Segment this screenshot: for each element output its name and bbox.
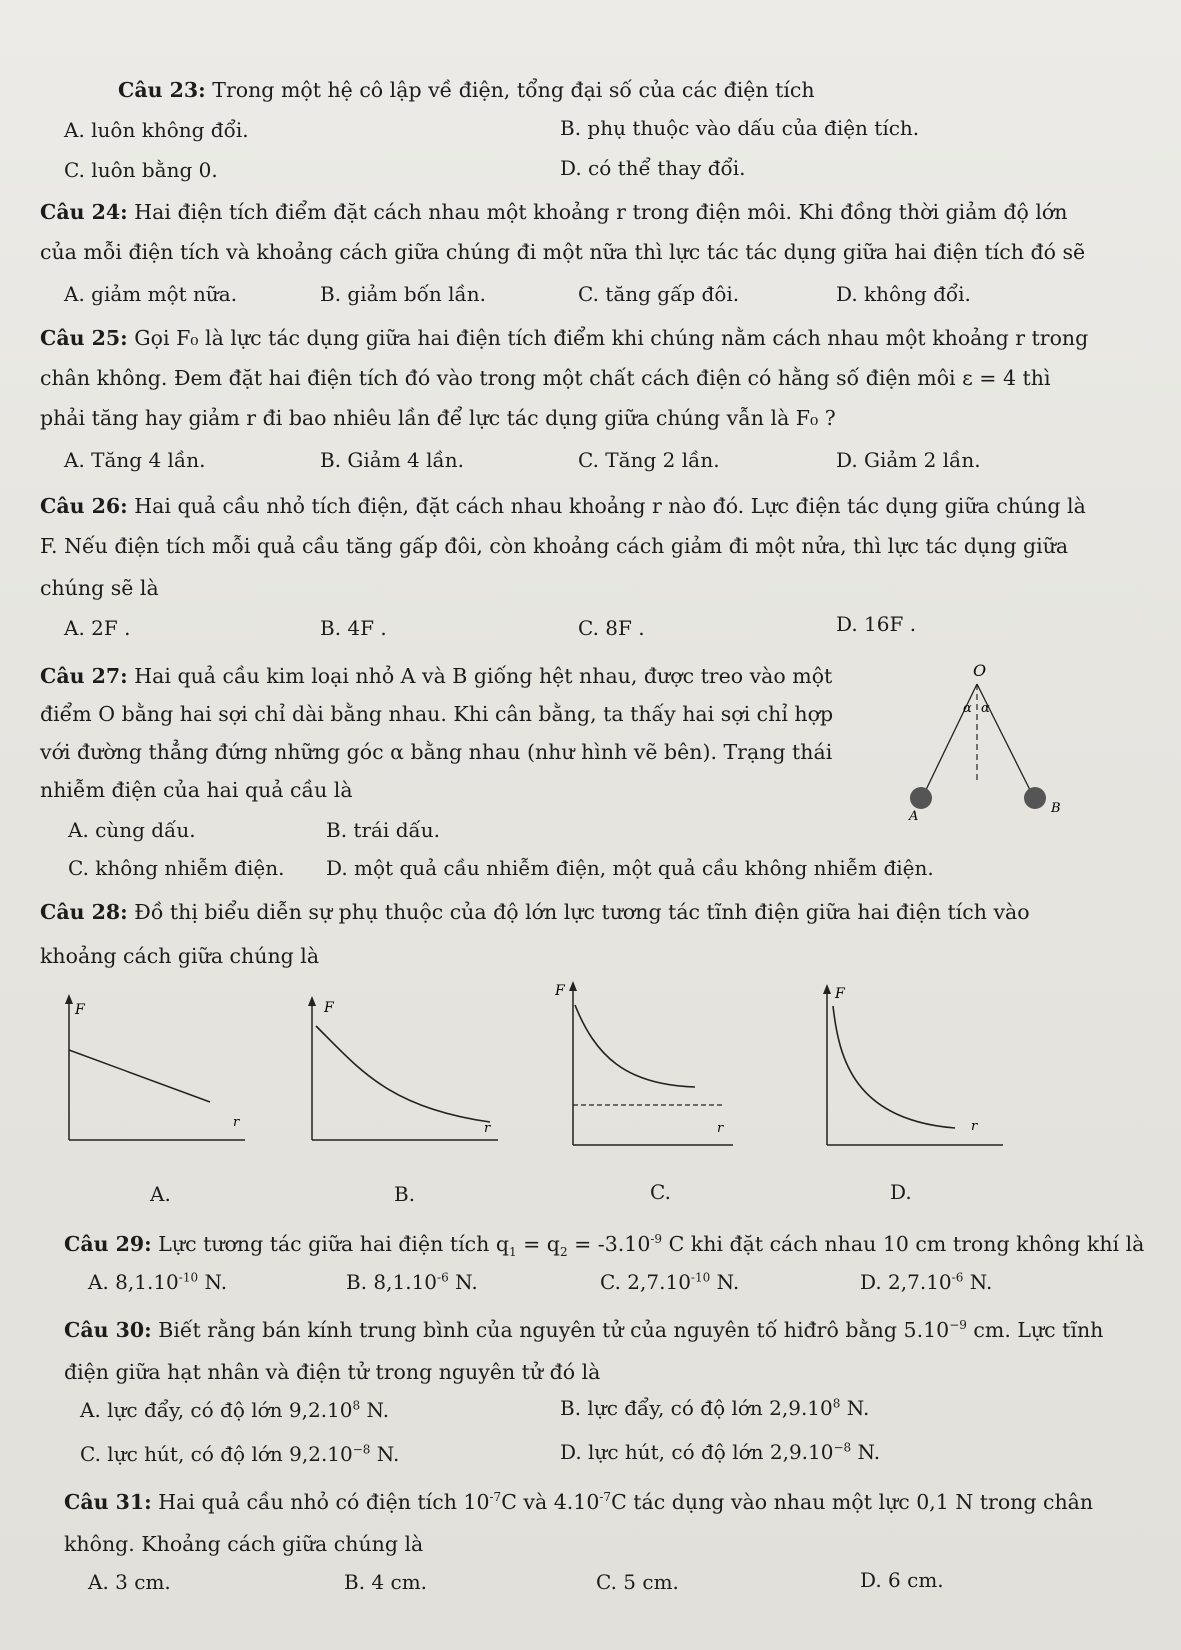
q25-option-d[interactable]: D. Giảm 2 lần. <box>836 448 981 472</box>
q28-graph-c-f-label: F <box>555 983 565 999</box>
q27-option-d[interactable]: D. một quả cầu nhiễm điện, một quả cầu không nhiễm điện. <box>326 856 934 880</box>
q27-alpha-right: α <box>981 701 990 716</box>
q26-stem-line1: Câu 26: Hai quả cầu nhỏ tích điện, đặt cách nhau khoảng r nào đó. Lực điện tác dụng giữa chúng là <box>40 494 1086 518</box>
q31-number: Câu 31: <box>64 1490 152 1514</box>
q25-number: Câu 25: <box>40 326 128 350</box>
q28-graph-a-f-label: F <box>75 1002 85 1018</box>
q28-graph-c-r-label: r <box>717 1121 724 1136</box>
q28-graph-c-y-arrow <box>569 981 577 991</box>
q27-sphere-a-label: A <box>909 809 919 820</box>
q24-option-a[interactable]: A. giảm một nữa. <box>64 282 238 306</box>
q27-stem-line1: Câu 27: Hai quả cầu kim loại nhỏ A và B giống hệt nhau, được treo vào một <box>40 664 833 688</box>
q28-option-c[interactable]: C. <box>650 1180 671 1204</box>
q28-option-b[interactable]: B. <box>394 1182 416 1206</box>
q31-option-a[interactable]: A. 3 cm. <box>88 1570 171 1594</box>
q28-graph-a <box>55 990 245 1150</box>
q23-stem: Câu 23: Trong một hệ cô lập về điện, tổng đại số của các điện tích <box>118 78 815 102</box>
q27-stem-line3: với đường thẳng đứng những góc α bằng nhau (như hình vẽ bên). Trạng thái <box>40 740 833 764</box>
q24-option-c[interactable]: C. tăng gấp đôi. <box>578 282 740 306</box>
q27-number: Câu 27: <box>40 664 128 688</box>
q29-number: Câu 29: <box>64 1232 152 1256</box>
q27-point-o-label: O <box>973 661 987 680</box>
q27-sphere-a <box>910 787 932 809</box>
q28-graph-d-y-arrow <box>823 984 831 994</box>
q31-option-c[interactable]: C. 5 cm. <box>596 1570 679 1594</box>
q28-graph-b-y-arrow <box>308 996 316 1006</box>
q25-stem-line2: chân không. Đem đặt hai điện tích đó vào trong một chất cách điện có hằng số điện môi ε = 4 thì <box>40 366 1051 390</box>
q23-number: Câu 23: <box>118 78 206 102</box>
q28-stem-line2: khoảng cách giữa chúng là <box>40 944 320 968</box>
q28-graph-d-curve <box>833 1006 955 1128</box>
q29-option-d[interactable]: D. $2,7.10^{-6}$ N. <box>860 1270 993 1294</box>
q28-graph-b <box>300 990 500 1150</box>
q31-option-b[interactable]: B. 4 cm. <box>344 1570 428 1594</box>
q28-graph-d-r-label: r <box>971 1119 978 1134</box>
q27-stem-line4: nhiễm điện của hai quả cầu là <box>40 778 353 802</box>
q27-option-c[interactable]: C. không nhiễm điện. <box>68 856 285 880</box>
q27-option-b[interactable]: B. trái dấu. <box>326 818 440 842</box>
q27-stem-line2: điểm O bằng hai sợi chỉ dài bằng nhau. Khi cân bằng, ta thấy hai sợi chỉ hợp <box>40 702 834 726</box>
q30-option-b[interactable]: B. lực đẩy, có độ lớn 2,9.10$^8$ N. <box>560 1396 870 1420</box>
q28-graph-c <box>555 975 735 1150</box>
q30-number: Câu 30: <box>64 1318 152 1342</box>
q25-stem-line3: phải tăng hay giảm r đi bao nhiêu lần để lực tác dụng giữa chúng vẫn là F₀ ? <box>40 406 836 430</box>
q31-option-d[interactable]: D. 6 cm. <box>860 1568 944 1592</box>
q28-graph-b-f-label: F <box>324 1000 334 1016</box>
q26-stem-line2: F. Nếu điện tích mỗi quả cầu tăng gấp đôi, còn khoảng cách giảm đi một nửa, thì lực tác dụng giữa <box>40 534 1069 558</box>
q27-sphere-b <box>1024 787 1046 809</box>
q27-option-a[interactable]: A. cùng dấu. <box>68 818 196 842</box>
q28-graph-b-r-label: r <box>484 1121 491 1136</box>
q23-option-a[interactable]: A. luôn không đổi. <box>64 118 249 142</box>
q26-number: Câu 26: <box>40 494 128 518</box>
q26-option-b[interactable]: B. 4F . <box>320 616 387 640</box>
q28-graph-a-r-label: r <box>233 1115 240 1130</box>
q26-stem-line3: chúng sẽ là <box>40 576 159 600</box>
q27-pendulum-figure <box>895 660 1095 820</box>
q31-stem-line1: Câu 31: Hai quả cầu nhỏ có điện tích $10^{-7}C$ và $4.10^{-7}C$ tác dụng vào nhau một lực 0,1 N trong chân <box>64 1490 1094 1514</box>
q30-stem-line2: điện giữa hạt nhân và điện tử trong nguyên tử đó là <box>64 1360 601 1384</box>
q28-graph-a-y-arrow <box>65 994 73 1004</box>
q29-option-a[interactable]: A. $8,1.10^{-10}$ N. <box>88 1270 228 1294</box>
q30-option-a[interactable]: A. lực đẩy, có độ lớn 9,2.10$^8$ N. <box>80 1398 390 1422</box>
q28-graph-d-f-label: F <box>835 986 845 1002</box>
q25-option-b[interactable]: B. Giảm 4 lần. <box>320 448 465 472</box>
q28-option-d[interactable]: D. <box>890 1180 912 1204</box>
q23-option-d[interactable]: D. có thể thay đổi. <box>560 156 746 180</box>
q27-alpha-left: α <box>963 701 972 716</box>
q25-stem-line1: Câu 25: Gọi F₀ là lực tác dụng giữa hai điện tích điểm khi chúng nằm cách nhau một khoảng r trong <box>40 326 1089 350</box>
q24-option-b[interactable]: B. giảm bốn lần. <box>320 282 487 306</box>
q24-stem-line1: Câu 24: Hai điện tích điểm đặt cách nhau một khoảng r trong điện môi. Khi đồng thời giảm độ lớn <box>40 200 1068 224</box>
q25-option-a[interactable]: A. Tăng 4 lần. <box>64 448 206 472</box>
q23-option-b[interactable]: B. phụ thuộc vào dấu của điện tích. <box>560 116 920 140</box>
q29-stem: Câu 29: Lực tương tác giữa hai điện tích $q_1 = q_2 = -3.10^{-9}$ C khi đặt cách nhau 10 cm trong không khí là <box>64 1232 1145 1260</box>
q28-stem-line1: Câu 28: Đồ thị biểu diễn sự phụ thuộc của độ lớn lực tương tác tĩnh điện giữa hai điện tích vào <box>40 900 1030 924</box>
q30-option-d[interactable]: D. lực hút, có độ lớn $2,9.10^{-8}$ N. <box>560 1440 881 1464</box>
q30-stem-line1: Câu 30: Biết rằng bán kính trung bình của nguyên tử của nguyên tố hiđrô bằng $5.10^{-9}$ cm. Lực tĩnh <box>64 1318 1104 1342</box>
q31-stem-line2: không. Khoảng cách giữa chúng là <box>64 1532 424 1556</box>
q30-option-c[interactable]: C. lực hút, có độ lớn $9,2.10^{-8}$ N. <box>80 1442 400 1466</box>
q24-option-d[interactable]: D. không đổi. <box>836 282 971 306</box>
q26-option-c[interactable]: C. 8F . <box>578 616 645 640</box>
q25-option-c[interactable]: C. Tăng 2 lần. <box>578 448 720 472</box>
q28-graph-d <box>815 980 1005 1150</box>
q28-number: Câu 28: <box>40 900 128 924</box>
q24-number: Câu 24: <box>40 200 128 224</box>
q28-graph-b-curve <box>316 1026 490 1122</box>
q26-option-a[interactable]: A. 2F . <box>64 616 131 640</box>
q28-option-a[interactable]: A. <box>150 1182 171 1206</box>
q24-stem-line2: của mỗi điện tích và khoảng cách giữa chúng đi một nữa thì lực tác tác dụng giữa hai điện tích đó sẽ <box>40 240 1086 264</box>
q29-option-c[interactable]: C. $2,7.10^{-10}$ N. <box>600 1270 740 1294</box>
q26-option-d[interactable]: D. 16F . <box>836 612 917 636</box>
q27-sphere-b-label: B <box>1051 801 1061 816</box>
q23-option-c[interactable]: C. luôn bằng 0. <box>64 158 218 182</box>
q28-graph-a-line <box>69 1050 210 1102</box>
q29-option-b[interactable]: B. $8,1.10^{-6}$ N. <box>346 1270 478 1294</box>
q28-graph-c-curve <box>575 1005 695 1087</box>
